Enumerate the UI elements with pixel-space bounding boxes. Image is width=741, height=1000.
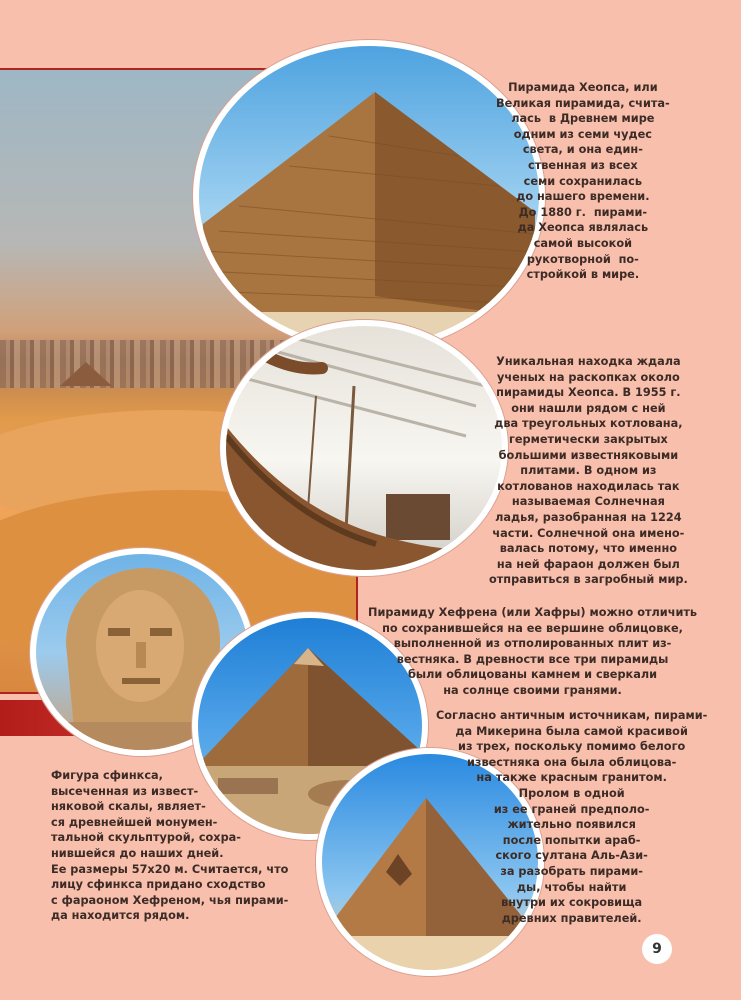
caption-sphinx: Фигура сфинкса, высеченная из извест- няковой скалы, являет- ся древнейшей монумен- тальной скульптурой, сохра- нившейся до наших дней. Ее размеры 57х20 м. Считается, что лицу сфинкса придано сходство с фараоном Хефреном, чья пирами- да находится рядом. <box>51 769 289 923</box>
caption-khafre-pyramid: Пирамиду Хефрена (или Хафры) можно отличить по сохранившейся на ее вершине облицовке, выполненной из отполированных плит из- вестняка. В древности все три пирамиды были облицованы камнем и сверкали на солнце своими гранями. <box>368 606 698 697</box>
caption-menkaure-pyramid: Согласно античным источникам, пирами- да Микерина была самой красивой из трех, поскольку помимо белого известняка она была облицова- на также красным гранитом. Пролом в одной из ее граней предполо- жительно появился после попытки араб- ского султана Аль-Ази- за разобрать пирами- ды, чтобы найти внутри их сокровища древних правителей. <box>436 709 708 925</box>
page-number-badge: 9 <box>642 934 672 964</box>
khufu-pyramid-illustration <box>199 46 539 346</box>
solar-boat-illustration <box>226 326 502 570</box>
khufu-pyramid-photo <box>193 40 545 352</box>
distant-pyramid <box>60 362 112 386</box>
caption-khufu-pyramid: Пирамида Хеопса, или Великая пирамида, счита- лась в Древнем мире одним из семи чудес света, и она един- ственная из всех семи сохранилась до нашего времени. До 1880 г. пирами- да Хеопса являлась самой высокой рукотворной по- стройкой в мире. <box>496 81 670 282</box>
solar-boat-photo <box>220 320 508 576</box>
caption-solar-boat: Уникальная находка ждала ученых на раскопках около пирамиды Хеопса. В 1955 г. они нашли рядом с ней два треугольных котлована, герметически закрытых большими известняковыми плитами. В одном из котлованов находилась так называемая Солнечная ладья, разобранная на 1224 части. Солнечной она имено- валась потому, что именно на ней фараон должен был отправиться в загробный мир. <box>489 355 688 587</box>
